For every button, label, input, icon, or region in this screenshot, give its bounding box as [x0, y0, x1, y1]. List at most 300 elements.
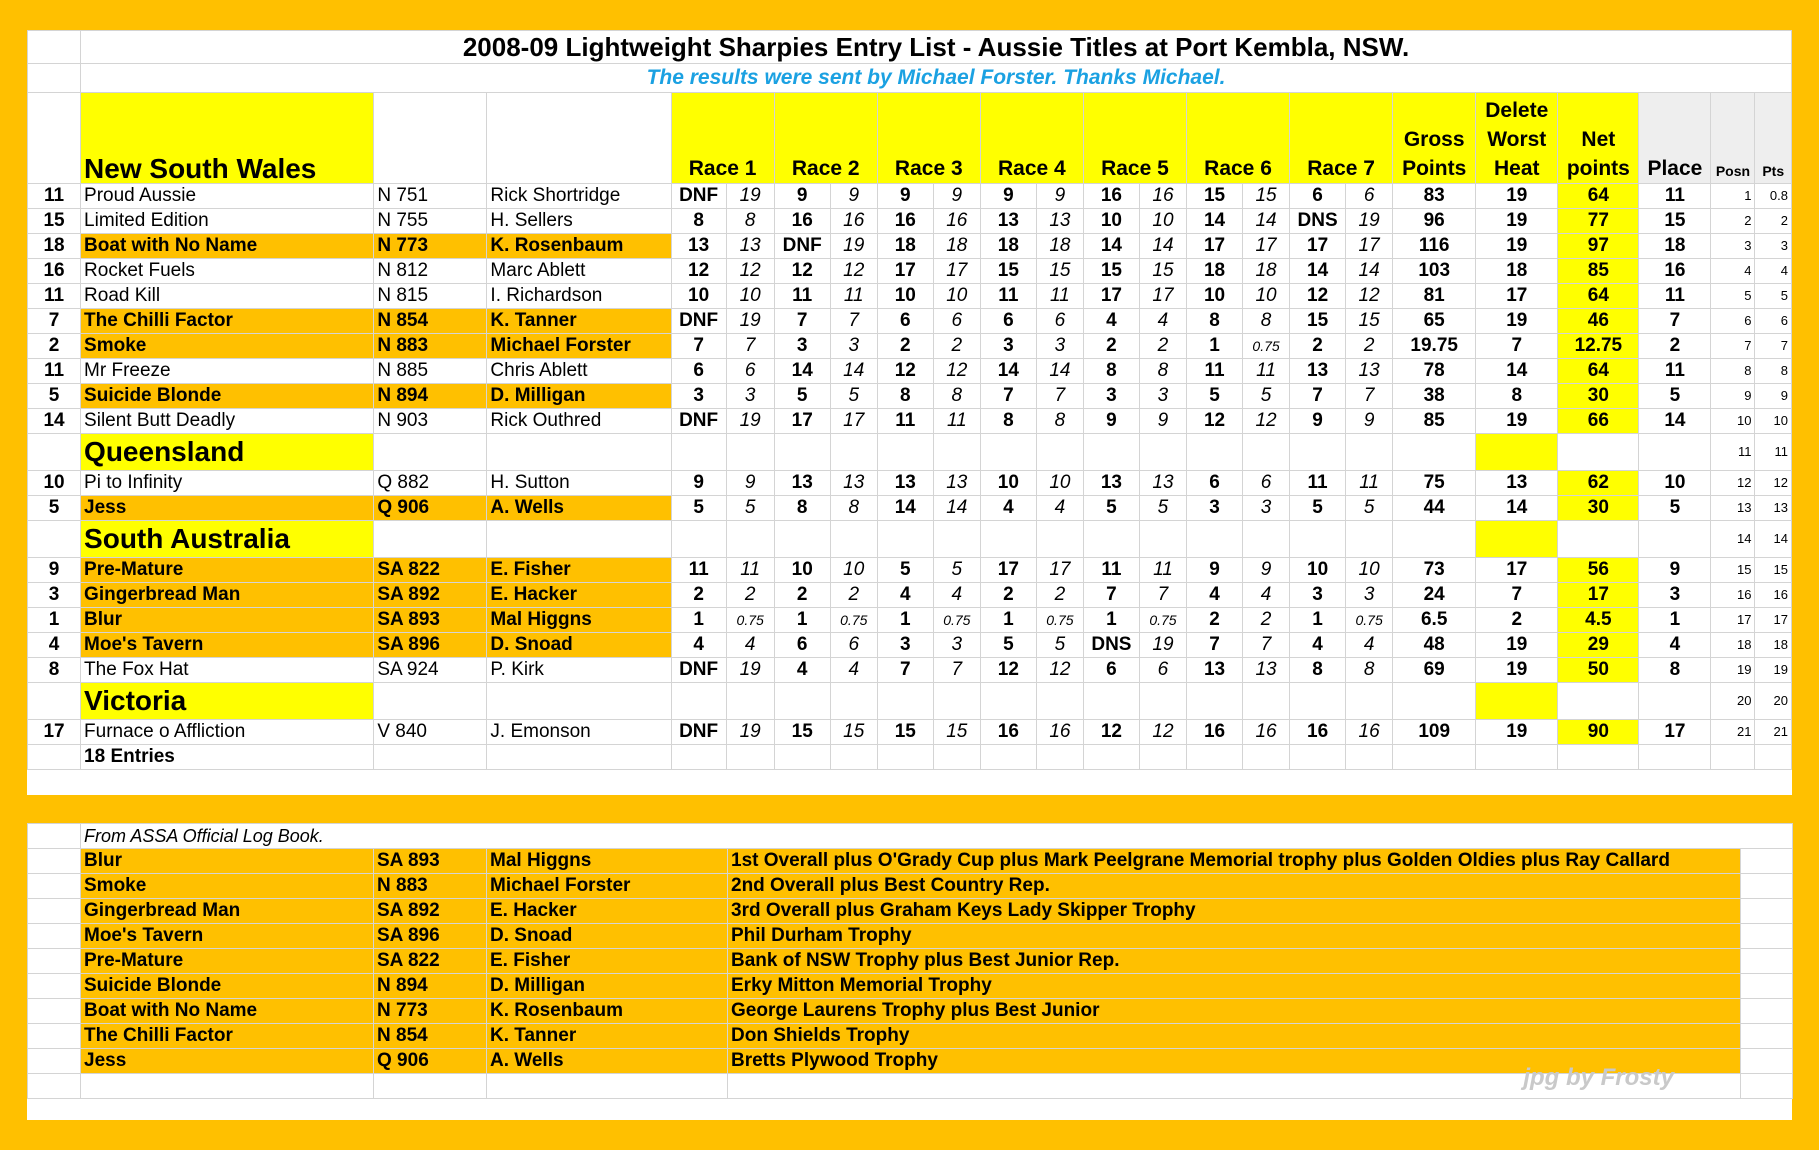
race-1-score-cell: 2	[726, 583, 774, 608]
blank-cell	[830, 434, 877, 471]
race-2-score-cell: 14	[830, 359, 877, 384]
race-7-result-cell: 16	[1290, 720, 1346, 745]
race-3-score-cell: 9	[933, 184, 980, 209]
table-row	[28, 658, 1792, 683]
blank-cell	[28, 999, 81, 1024]
race-7-result-cell: 17	[1290, 234, 1346, 259]
skipper-cell: P. Kirk	[487, 658, 671, 683]
sail-number-cell: N 885	[374, 359, 487, 384]
race-1-score-cell: 8	[726, 209, 774, 234]
awards-heading: From ASSA Official Log Book.	[81, 824, 1793, 849]
race-3-score-cell: 13	[933, 471, 980, 496]
table-row	[28, 384, 1792, 409]
table-row	[28, 720, 1792, 745]
race-5-score-cell: 9	[1139, 409, 1186, 434]
blank-cell	[726, 521, 774, 558]
sheet-subtitle: The results were sent by Michael Forster. Thanks Michael.	[81, 64, 1792, 93]
race-4-score-cell: 7	[1036, 384, 1083, 409]
award-sail-cell: N 773	[374, 999, 487, 1024]
blank-cell	[374, 434, 487, 471]
place-cell: 17	[1639, 720, 1711, 745]
sheet-title: 2008-09 Lightweight Sharpies Entry List - Aussie Titles at Port Kembla, NSW.	[81, 31, 1792, 64]
award-sail-cell: SA 822	[374, 949, 487, 974]
race-5-score-cell: 16	[1139, 184, 1186, 209]
place-cell: 11	[1639, 284, 1711, 309]
blank-cell	[1186, 683, 1242, 720]
race-3-result-cell: 10	[877, 284, 933, 309]
gross-points-cell: 48	[1393, 633, 1476, 658]
race-7-score-cell: 3	[1346, 583, 1393, 608]
race-2-result-cell: 1	[774, 608, 830, 633]
race-4-result-cell: 4	[980, 496, 1036, 521]
race-3-result-cell: 15	[877, 720, 933, 745]
race-6-score-cell: 4	[1243, 583, 1290, 608]
sail-number-cell: N 815	[374, 284, 487, 309]
award-skipper-cell: A. Wells	[487, 1049, 728, 1074]
delete-worst-cell: 19	[1476, 633, 1558, 658]
pts-cell: 5	[1755, 284, 1792, 309]
race-7-result-cell: 11	[1290, 471, 1346, 496]
blank-cell	[1186, 521, 1242, 558]
blank-cell	[487, 1074, 728, 1099]
blank-cell	[877, 434, 933, 471]
race-2-score-cell: 0.75	[830, 608, 877, 633]
race-5-score-cell: 15	[1139, 259, 1186, 284]
place-cell: 7	[1639, 309, 1711, 334]
sail-number-cell: N 751	[374, 184, 487, 209]
race-1-result-cell: DNF	[671, 658, 726, 683]
blank-cell	[933, 745, 980, 770]
table-row	[28, 184, 1792, 209]
race-2-result-cell: 2	[774, 583, 830, 608]
blank-cell	[1243, 745, 1290, 770]
race-4-score-cell: 12	[1036, 658, 1083, 683]
award-sail-cell: SA 893	[374, 849, 487, 874]
skipper-cell: A. Wells	[487, 496, 671, 521]
boat-name-cell: Road Kill	[81, 284, 374, 309]
race-4-result-cell: 9	[980, 184, 1036, 209]
net-points-cell: 77	[1558, 209, 1639, 234]
race-5-result-cell: 12	[1083, 720, 1139, 745]
net-points-cell: 17	[1558, 583, 1639, 608]
race-1-result-cell: 6	[671, 359, 726, 384]
race-6-result-cell: 3	[1186, 496, 1242, 521]
race-5-result-cell: 5	[1083, 496, 1139, 521]
rank-cell: 10	[28, 471, 81, 496]
race-2-result-cell: 13	[774, 471, 830, 496]
award-description-cell: Bretts Plywood Trophy	[728, 1049, 1741, 1074]
delete-worst-cell: 18	[1476, 259, 1558, 284]
sail-number-cell: N 755	[374, 209, 487, 234]
award-skipper-cell: D. Snoad	[487, 924, 728, 949]
race-1-result-cell: DNF	[671, 409, 726, 434]
race-6-result-cell: 17	[1186, 234, 1242, 259]
race-5-result-cell: 7	[1083, 583, 1139, 608]
blank-cell	[1558, 745, 1639, 770]
race-7-result-cell: 8	[1290, 658, 1346, 683]
delete-worst-cell: 19	[1476, 184, 1558, 209]
award-skipper-cell: E. Hacker	[487, 899, 728, 924]
place-cell: 11	[1639, 359, 1711, 384]
blank-cell	[1393, 521, 1476, 558]
gross-points-cell: 78	[1393, 359, 1476, 384]
posn-cell: 15	[1711, 558, 1755, 583]
race-7-result-cell: 4	[1290, 633, 1346, 658]
race-2-result-cell: 14	[774, 359, 830, 384]
award-boat-cell: Gingerbread Man	[81, 899, 374, 924]
pts-cell: 2	[1755, 209, 1792, 234]
place-cell: 14	[1639, 409, 1711, 434]
delete-worst-cell: 14	[1476, 359, 1558, 384]
blank-cell	[28, 924, 81, 949]
blank-cell	[1083, 683, 1139, 720]
race-4-score-cell: 2	[1036, 583, 1083, 608]
place-header: Place	[1639, 93, 1711, 184]
race-4-result-cell: 18	[980, 234, 1036, 259]
race-4-score-cell: 14	[1036, 359, 1083, 384]
posn-cell: 2	[1711, 209, 1755, 234]
rank-cell: 4	[28, 633, 81, 658]
award-boat-cell: The Chilli Factor	[81, 1024, 374, 1049]
race-4-result-cell: 16	[980, 720, 1036, 745]
place-cell: 1	[1639, 608, 1711, 633]
blank-cell	[1639, 683, 1711, 720]
race-4-result-cell: 2	[980, 583, 1036, 608]
race-5-score-cell: 3	[1139, 384, 1186, 409]
blank-cell	[374, 745, 487, 770]
rank-cell: 5	[28, 384, 81, 409]
award-skipper-cell: Michael Forster	[487, 874, 728, 899]
award-row	[28, 974, 1793, 999]
race-2-result-cell: 9	[774, 184, 830, 209]
net-points-cell: 50	[1558, 658, 1639, 683]
place-cell: 3	[1639, 583, 1711, 608]
blank-cell	[374, 683, 487, 720]
race-3-result-cell: 11	[877, 409, 933, 434]
race-7-result-cell: DNS	[1290, 209, 1346, 234]
race-6-score-cell: 11	[1243, 359, 1290, 384]
race-7-score-cell: 5	[1346, 496, 1393, 521]
blank-cell	[487, 434, 671, 471]
blank-cell	[1741, 974, 1793, 999]
blank-cell	[877, 745, 933, 770]
award-row	[28, 874, 1793, 899]
blank-cell	[980, 434, 1036, 471]
race-7-score-cell: 13	[1346, 359, 1393, 384]
blank-cell	[671, 521, 726, 558]
skipper-cell: E. Fisher	[487, 558, 671, 583]
race-6-score-cell: 5	[1243, 384, 1290, 409]
race-1-result-cell: DNF	[671, 309, 726, 334]
award-skipper-cell: Mal Higgns	[487, 849, 728, 874]
blank-cell	[487, 521, 671, 558]
race-6-score-cell: 18	[1243, 259, 1290, 284]
posn-cell: 6	[1711, 309, 1755, 334]
blank-cell	[487, 745, 671, 770]
pts-cell: 4	[1755, 259, 1792, 284]
blank-cell	[980, 745, 1036, 770]
race-6-score-cell: 15	[1243, 184, 1290, 209]
race-1-score-cell: 3	[726, 384, 774, 409]
race-2-result-cell: 11	[774, 284, 830, 309]
boat-name-cell: Boat with No Name	[81, 234, 374, 259]
sail-number-cell: SA 822	[374, 558, 487, 583]
race-1-score-cell: 9	[726, 471, 774, 496]
race-2-header: Race 2	[774, 93, 877, 184]
race-2-result-cell: 3	[774, 334, 830, 359]
race-5-score-cell: 17	[1139, 284, 1186, 309]
race-2-score-cell: 12	[830, 259, 877, 284]
blank-cell	[28, 745, 81, 770]
race-3-score-cell: 5	[933, 558, 980, 583]
table-row	[28, 309, 1792, 334]
race-6-result-cell: 10	[1186, 284, 1242, 309]
sail-number-cell: SA 893	[374, 608, 487, 633]
blank-cell	[28, 949, 81, 974]
boat-name-cell: Furnace o Affliction	[81, 720, 374, 745]
gross-points-cell: 96	[1393, 209, 1476, 234]
blank-cell	[374, 521, 487, 558]
race-1-score-cell: 19	[726, 184, 774, 209]
net-points-cell: 56	[1558, 558, 1639, 583]
race-3-result-cell: 4	[877, 583, 933, 608]
race-6-header: Race 6	[1186, 93, 1289, 184]
race-3-score-cell: 6	[933, 309, 980, 334]
race-4-score-cell: 11	[1036, 284, 1083, 309]
race-3-result-cell: 7	[877, 658, 933, 683]
race-2-score-cell: 6	[830, 633, 877, 658]
net-points-cell: 30	[1558, 384, 1639, 409]
blank-cell	[1346, 434, 1393, 471]
delete-worst-cell: 14	[1476, 496, 1558, 521]
place-cell: 4	[1639, 633, 1711, 658]
skipper-cell: K. Tanner	[487, 309, 671, 334]
blank-cell	[933, 434, 980, 471]
race-7-score-cell: 8	[1346, 658, 1393, 683]
blank-cell	[1083, 745, 1139, 770]
posn-cell: 10	[1711, 409, 1755, 434]
gross-points-header: Gross Points	[1393, 93, 1476, 184]
blank-cell	[726, 683, 774, 720]
race-1-header: Race 1	[671, 93, 774, 184]
delete-worst-heat-header: Delete Worst Heat	[1476, 93, 1558, 184]
skipper-cell: Rick Outhred	[487, 409, 671, 434]
race-4-result-cell: 3	[980, 334, 1036, 359]
gross-points-cell: 83	[1393, 184, 1476, 209]
rank-cell: 11	[28, 184, 81, 209]
posn-cell: 7	[1711, 334, 1755, 359]
blank-cell	[1290, 521, 1346, 558]
gross-points-cell: 116	[1393, 234, 1476, 259]
race-4-score-cell: 8	[1036, 409, 1083, 434]
race-7-result-cell: 5	[1290, 496, 1346, 521]
race-6-score-cell: 2	[1243, 608, 1290, 633]
race-1-score-cell: 19	[726, 720, 774, 745]
award-description-cell: Phil Durham Trophy	[728, 924, 1741, 949]
race-3-score-cell: 3	[933, 633, 980, 658]
rank-cell: 14	[28, 409, 81, 434]
table-row	[28, 633, 1792, 658]
race-7-result-cell: 14	[1290, 259, 1346, 284]
rank-cell: 7	[28, 309, 81, 334]
race-6-result-cell: 13	[1186, 658, 1242, 683]
blank-cell	[1741, 1024, 1793, 1049]
blank-cell	[1741, 949, 1793, 974]
race-6-result-cell: 16	[1186, 720, 1242, 745]
sail-number-cell: SA 892	[374, 583, 487, 608]
blank-cell	[774, 683, 830, 720]
rank-cell: 3	[28, 583, 81, 608]
posn-header: Posn	[1711, 93, 1755, 184]
rank-cell: 15	[28, 209, 81, 234]
race-3-score-cell: 2	[933, 334, 980, 359]
award-row	[28, 999, 1793, 1024]
race-1-result-cell: 12	[671, 259, 726, 284]
race-3-result-cell: 12	[877, 359, 933, 384]
gross-points-cell: 69	[1393, 658, 1476, 683]
table-row	[28, 334, 1792, 359]
place-cell: 10	[1639, 471, 1711, 496]
race-4-header: Race 4	[980, 93, 1083, 184]
pts-cell: 3	[1755, 234, 1792, 259]
race-2-result-cell: 16	[774, 209, 830, 234]
award-sail-cell: Q 906	[374, 1049, 487, 1074]
blank-cell	[1558, 434, 1639, 471]
race-1-result-cell: DNF	[671, 184, 726, 209]
race-5-score-cell: 0.75	[1139, 608, 1186, 633]
table-row	[28, 583, 1792, 608]
race-6-result-cell: 7	[1186, 633, 1242, 658]
race-6-score-cell: 3	[1243, 496, 1290, 521]
skipper-cell: E. Hacker	[487, 583, 671, 608]
award-skipper-cell: K. Rosenbaum	[487, 999, 728, 1024]
race-4-result-cell: 17	[980, 558, 1036, 583]
race-3-score-cell: 7	[933, 658, 980, 683]
race-1-result-cell: 9	[671, 471, 726, 496]
award-boat-cell: Moe's Tavern	[81, 924, 374, 949]
posn-cell: 12	[1711, 471, 1755, 496]
gross-points-cell: 103	[1393, 259, 1476, 284]
award-boat-cell: Boat with No Name	[81, 999, 374, 1024]
race-1-result-cell: 3	[671, 384, 726, 409]
race-6-score-cell: 12	[1243, 409, 1290, 434]
blank-cell	[1346, 683, 1393, 720]
rank-cell: 1	[28, 608, 81, 633]
blank-cell	[1476, 521, 1558, 558]
race-4-score-cell: 13	[1036, 209, 1083, 234]
boat-name-cell: Moe's Tavern	[81, 633, 374, 658]
pts-cell: 15	[1755, 558, 1792, 583]
pts-cell: 21	[1755, 720, 1792, 745]
race-2-result-cell: 8	[774, 496, 830, 521]
award-sail-cell: SA 896	[374, 924, 487, 949]
race-6-result-cell: 11	[1186, 359, 1242, 384]
blank-cell	[1186, 434, 1242, 471]
race-3-score-cell: 4	[933, 583, 980, 608]
delete-worst-cell: 8	[1476, 384, 1558, 409]
race-1-score-cell: 10	[726, 284, 774, 309]
race-5-result-cell: 13	[1083, 471, 1139, 496]
delete-worst-cell: 19	[1476, 720, 1558, 745]
place-cell: 16	[1639, 259, 1711, 284]
race-4-result-cell: 12	[980, 658, 1036, 683]
delete-worst-cell: 19	[1476, 658, 1558, 683]
blank-cell	[1346, 521, 1393, 558]
race-4-score-cell: 17	[1036, 558, 1083, 583]
blank-cell	[1083, 434, 1139, 471]
skipper-cell: Mal Higgns	[487, 608, 671, 633]
race-2-score-cell: 19	[830, 234, 877, 259]
state-row	[28, 683, 1792, 720]
race-2-score-cell: 2	[830, 583, 877, 608]
blank-cell	[1476, 745, 1558, 770]
table-row	[28, 359, 1792, 384]
race-3-score-cell: 11	[933, 409, 980, 434]
delete-worst-cell: 17	[1476, 284, 1558, 309]
race-6-result-cell: 14	[1186, 209, 1242, 234]
race-7-score-cell: 11	[1346, 471, 1393, 496]
race-5-score-cell: 10	[1139, 209, 1186, 234]
blank-cell	[1711, 745, 1755, 770]
gross-points-cell: 109	[1393, 720, 1476, 745]
blank-cell	[1346, 745, 1393, 770]
state-heading: Victoria	[81, 683, 374, 720]
race-2-result-cell: 5	[774, 384, 830, 409]
net-points-cell: 90	[1558, 720, 1639, 745]
race-2-score-cell: 8	[830, 496, 877, 521]
race-6-result-cell: 6	[1186, 471, 1242, 496]
race-6-result-cell: 9	[1186, 558, 1242, 583]
boat-name-cell: Limited Edition	[81, 209, 374, 234]
race-5-result-cell: 17	[1083, 284, 1139, 309]
boat-name-cell: Blur	[81, 608, 374, 633]
net-points-cell: 30	[1558, 496, 1639, 521]
race-5-result-cell: 2	[1083, 334, 1139, 359]
blank-cell	[980, 683, 1036, 720]
race-5-score-cell: 2	[1139, 334, 1186, 359]
net-points-cell: 4.5	[1558, 608, 1639, 633]
boat-name-cell: Proud Aussie	[81, 184, 374, 209]
blank-cell	[1741, 999, 1793, 1024]
race-1-score-cell: 7	[726, 334, 774, 359]
race-4-result-cell: 6	[980, 309, 1036, 334]
net-points-header: Net points	[1558, 93, 1639, 184]
blank-cell	[28, 1074, 81, 1099]
award-sail-cell: SA 892	[374, 899, 487, 924]
table-row	[28, 558, 1792, 583]
race-6-score-cell: 10	[1243, 284, 1290, 309]
blank-cell	[1036, 434, 1083, 471]
place-cell: 5	[1639, 384, 1711, 409]
state-heading: Queensland	[81, 434, 374, 471]
blank-cell	[28, 1024, 81, 1049]
skipper-cell: D. Milligan	[487, 384, 671, 409]
race-6-score-cell: 8	[1243, 309, 1290, 334]
race-3-result-cell: 2	[877, 334, 933, 359]
rank-cell: 11	[28, 359, 81, 384]
award-boat-cell: Pre-Mature	[81, 949, 374, 974]
race-5-score-cell: 7	[1139, 583, 1186, 608]
race-7-score-cell: 19	[1346, 209, 1393, 234]
race-3-result-cell: 9	[877, 184, 933, 209]
pts-cell: 19	[1755, 658, 1792, 683]
posn-cell: 19	[1711, 658, 1755, 683]
race-5-score-cell: 19	[1139, 633, 1186, 658]
race-5-score-cell: 6	[1139, 658, 1186, 683]
race-2-score-cell: 7	[830, 309, 877, 334]
sail-number-cell: N 903	[374, 409, 487, 434]
race-7-result-cell: 3	[1290, 583, 1346, 608]
